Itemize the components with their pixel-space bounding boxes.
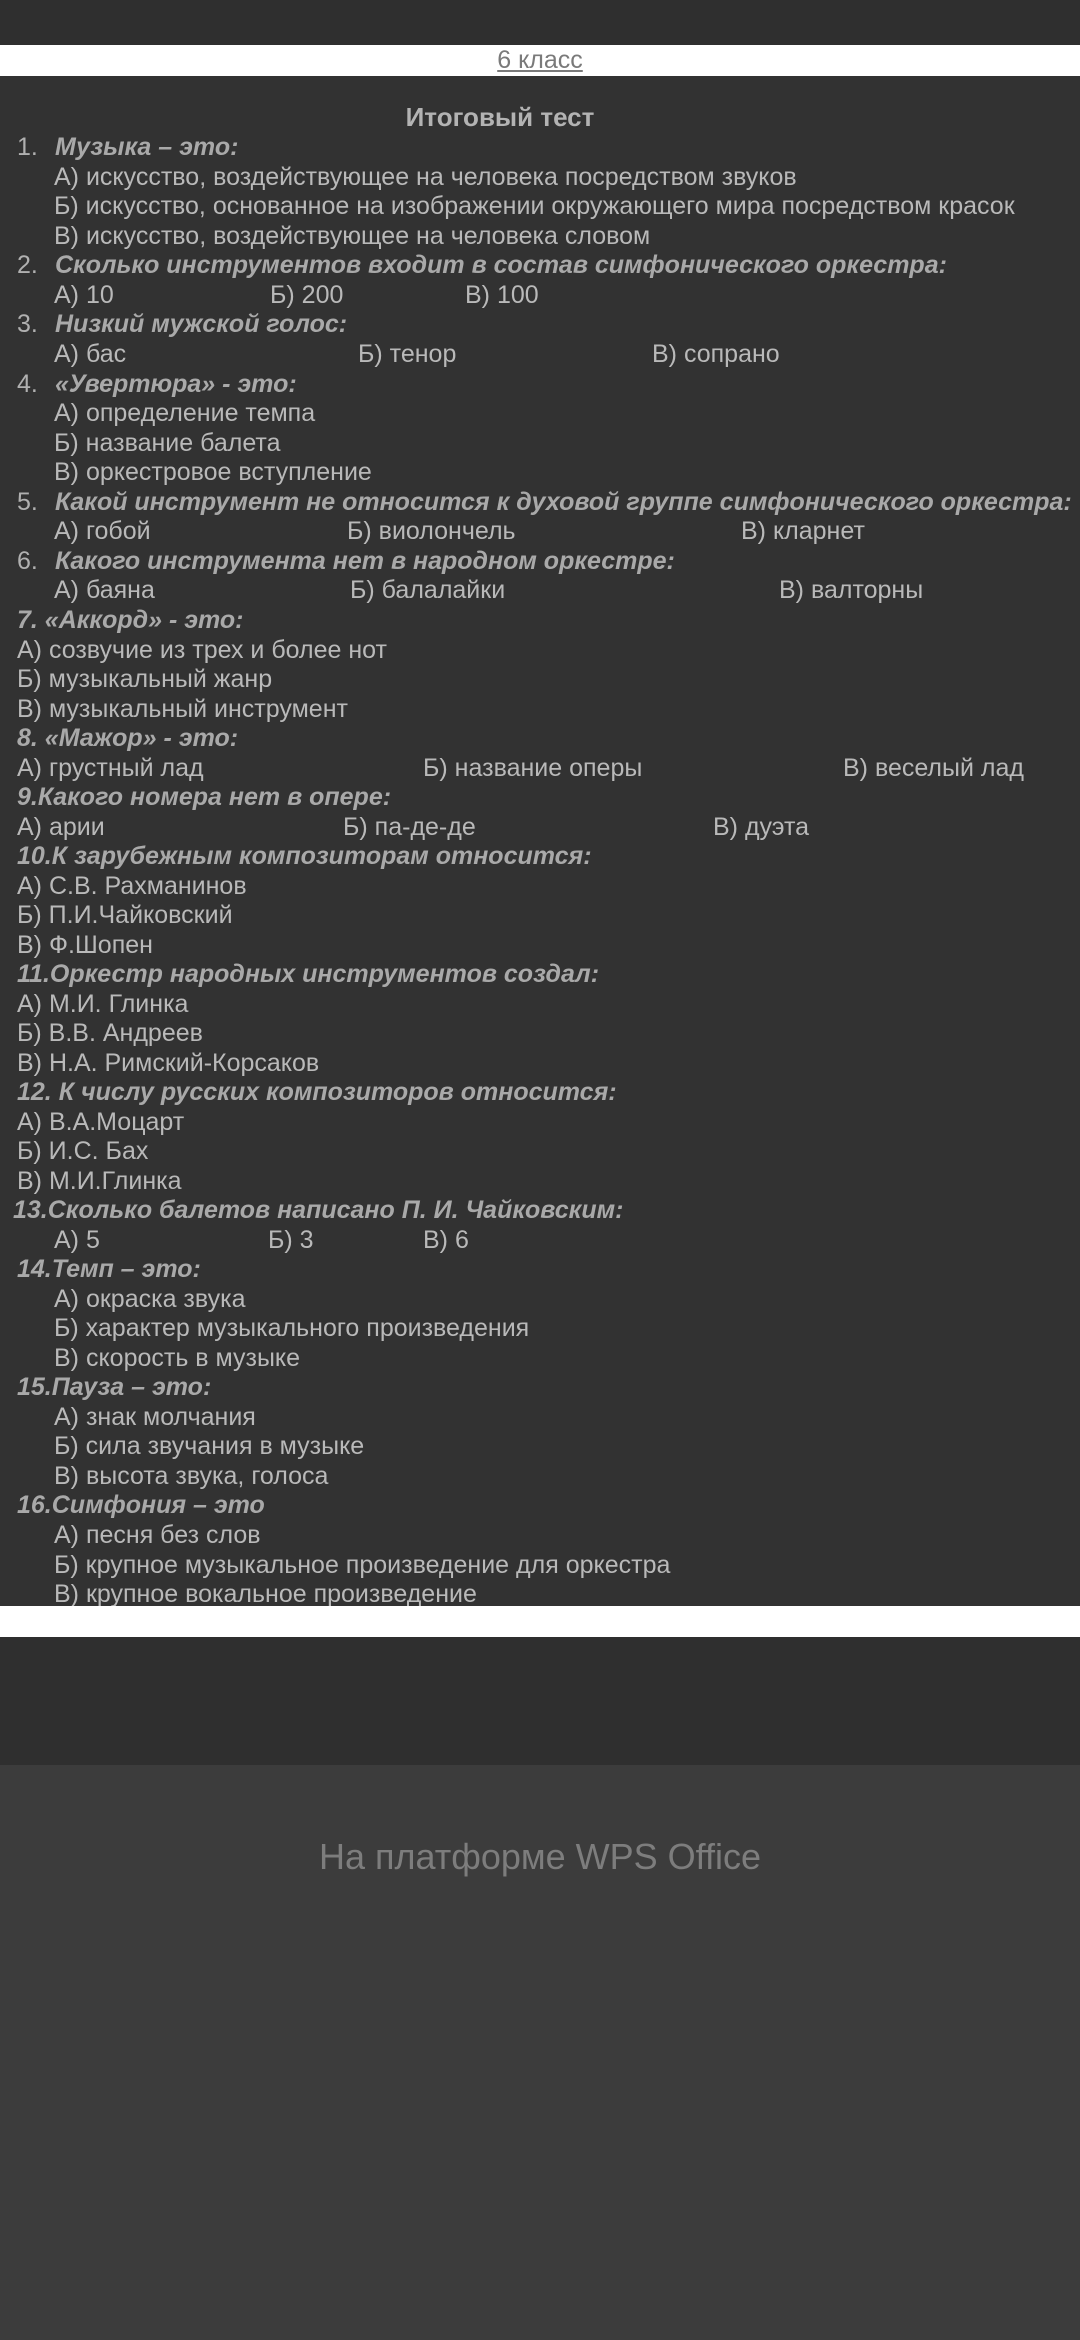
q10-question: 10.К зарубежным композиторам относится: <box>17 842 592 870</box>
q1-option-b: Б) искусство, основанное на изображении окружающего мира посредством красок <box>54 192 1015 220</box>
q4-number: 4. <box>17 370 38 398</box>
q1-number: 1. <box>17 133 38 161</box>
q12-option-a: А) В.А.Моцарт <box>17 1108 185 1136</box>
q14-question: 14.Темп – это: <box>17 1255 201 1283</box>
q2-number: 2. <box>17 251 38 279</box>
q11-question: 11.Оркестр народных инструментов создал: <box>17 960 600 988</box>
q5-option-b: Б) виолончель <box>347 517 516 545</box>
q13-option-b: Б) 3 <box>268 1226 314 1254</box>
next-page-top <box>0 1637 1080 1765</box>
q7-option-b: Б) музыкальный жанр <box>17 665 273 693</box>
q9-option-c: В) дуэта <box>713 813 810 841</box>
test-title: Итоговый тест <box>405 102 595 132</box>
q5-option-c: В) кларнет <box>741 517 865 545</box>
top-bar <box>0 0 1080 45</box>
q1-option-a: А) искусство, воздействующее на человека посредством звуков <box>54 163 797 191</box>
q13-question: 13.Сколько балетов написано П. И. Чайковским: <box>13 1196 624 1224</box>
q16-option-c: В) крупное вокальное произведение <box>54 1580 477 1606</box>
q5-number: 5. <box>17 488 38 516</box>
q1-option-c: В) искусство, воздействующее на человека словом <box>54 222 651 250</box>
q14-option-c: В) скорость в музыке <box>54 1344 301 1372</box>
q5-option-a: А) гобой <box>54 517 151 545</box>
q10-option-c: В) Ф.Шопен <box>17 931 153 959</box>
q3-option-b: Б) тенор <box>358 340 457 368</box>
q4-option-b: Б) название балета <box>54 429 281 457</box>
q11-option-b: Б) В.В. Андреев <box>17 1019 203 1047</box>
q4-option-a: А) определение темпа <box>54 399 316 427</box>
q4-option-c: В) оркестровое вступление <box>54 458 372 486</box>
q6-option-c: В) валторны <box>779 576 924 604</box>
q6-number: 6. <box>17 547 38 575</box>
q4-question: «Увертюра» - это: <box>55 370 297 398</box>
q16-option-a: А) песня без слов <box>54 1521 261 1549</box>
q9-question: 9.Какого номера нет в опере: <box>17 783 392 811</box>
q8-question: 8. «Мажор» - это: <box>17 724 239 752</box>
q8-option-a: А) грустный лад <box>17 754 204 782</box>
q3-number: 3. <box>17 310 38 338</box>
q13-option-c: В) 6 <box>423 1226 469 1254</box>
q2-option-b: Б) 200 <box>270 281 344 309</box>
q12-question: 12. К числу русских композиторов относится: <box>17 1078 617 1106</box>
q8-option-c: В) веселый лад <box>843 754 1024 782</box>
q6-option-b: Б) балалайки <box>350 576 506 604</box>
q14-option-a: А) окраска звука <box>54 1285 246 1313</box>
q15-option-b: Б) сила звучания в музыке <box>54 1432 365 1460</box>
wps-platform-label: На платформе WPS Office <box>318 1836 762 1877</box>
q9-option-a: А) арии <box>17 813 105 841</box>
q7-option-a: А) созвучие из трех и более нот <box>17 636 387 664</box>
q5-question: Какой инструмент не относится к духовой группе симфонического оркестра: <box>55 488 1072 516</box>
q2-option-c: В) 100 <box>465 281 539 309</box>
class-label: 6 класс <box>497 46 583 74</box>
q15-option-c: В) высота звука, голоса <box>54 1462 329 1490</box>
q10-option-a: А) С.В. Рахманинов <box>17 872 247 900</box>
q16-option-b: Б) крупное музыкальное произведение для оркестра <box>54 1551 671 1579</box>
q10-option-b: Б) П.И.Чайковский <box>17 901 233 929</box>
q12-option-c: В) М.И.Глинка <box>17 1167 182 1195</box>
q6-question: Какого инструмента нет в народном оркестре: <box>55 547 675 575</box>
q9-option-b: Б) па-де-де <box>343 813 476 841</box>
page-separator <box>0 1606 1080 1637</box>
document-page[interactable] <box>0 76 1080 1606</box>
q14-option-b: Б) характер музыкального произведения <box>54 1314 530 1342</box>
q7-question: 7. «Аккорд» - это: <box>17 606 244 634</box>
q12-option-b: Б) И.С. Бах <box>17 1137 149 1165</box>
q6-option-a: А) баяна <box>54 576 155 604</box>
q8-option-b: Б) название оперы <box>423 754 643 782</box>
q3-question: Низкий мужской голос: <box>55 310 348 338</box>
q16-question: 16.Симфония – это <box>17 1491 265 1519</box>
q11-option-c: В) Н.А. Римский-Корсаков <box>17 1049 320 1077</box>
q1-question: Музыка – это: <box>55 133 239 161</box>
document-header <box>0 45 1080 76</box>
q7-option-c: В) музыкальный инструмент <box>17 695 348 723</box>
q13-option-a: А) 5 <box>54 1226 100 1254</box>
q11-option-a: А) М.И. Глинка <box>17 990 189 1018</box>
q15-option-a: А) знак молчания <box>54 1403 256 1431</box>
q3-option-a: А) бас <box>54 340 127 368</box>
q3-option-c: В) сопрано <box>652 340 780 368</box>
q15-question: 15.Пауза – это: <box>17 1373 212 1401</box>
q2-option-a: А) 10 <box>54 281 114 309</box>
q2-question: Сколько инструментов входит в состав симфонического оркестра: <box>55 251 947 279</box>
